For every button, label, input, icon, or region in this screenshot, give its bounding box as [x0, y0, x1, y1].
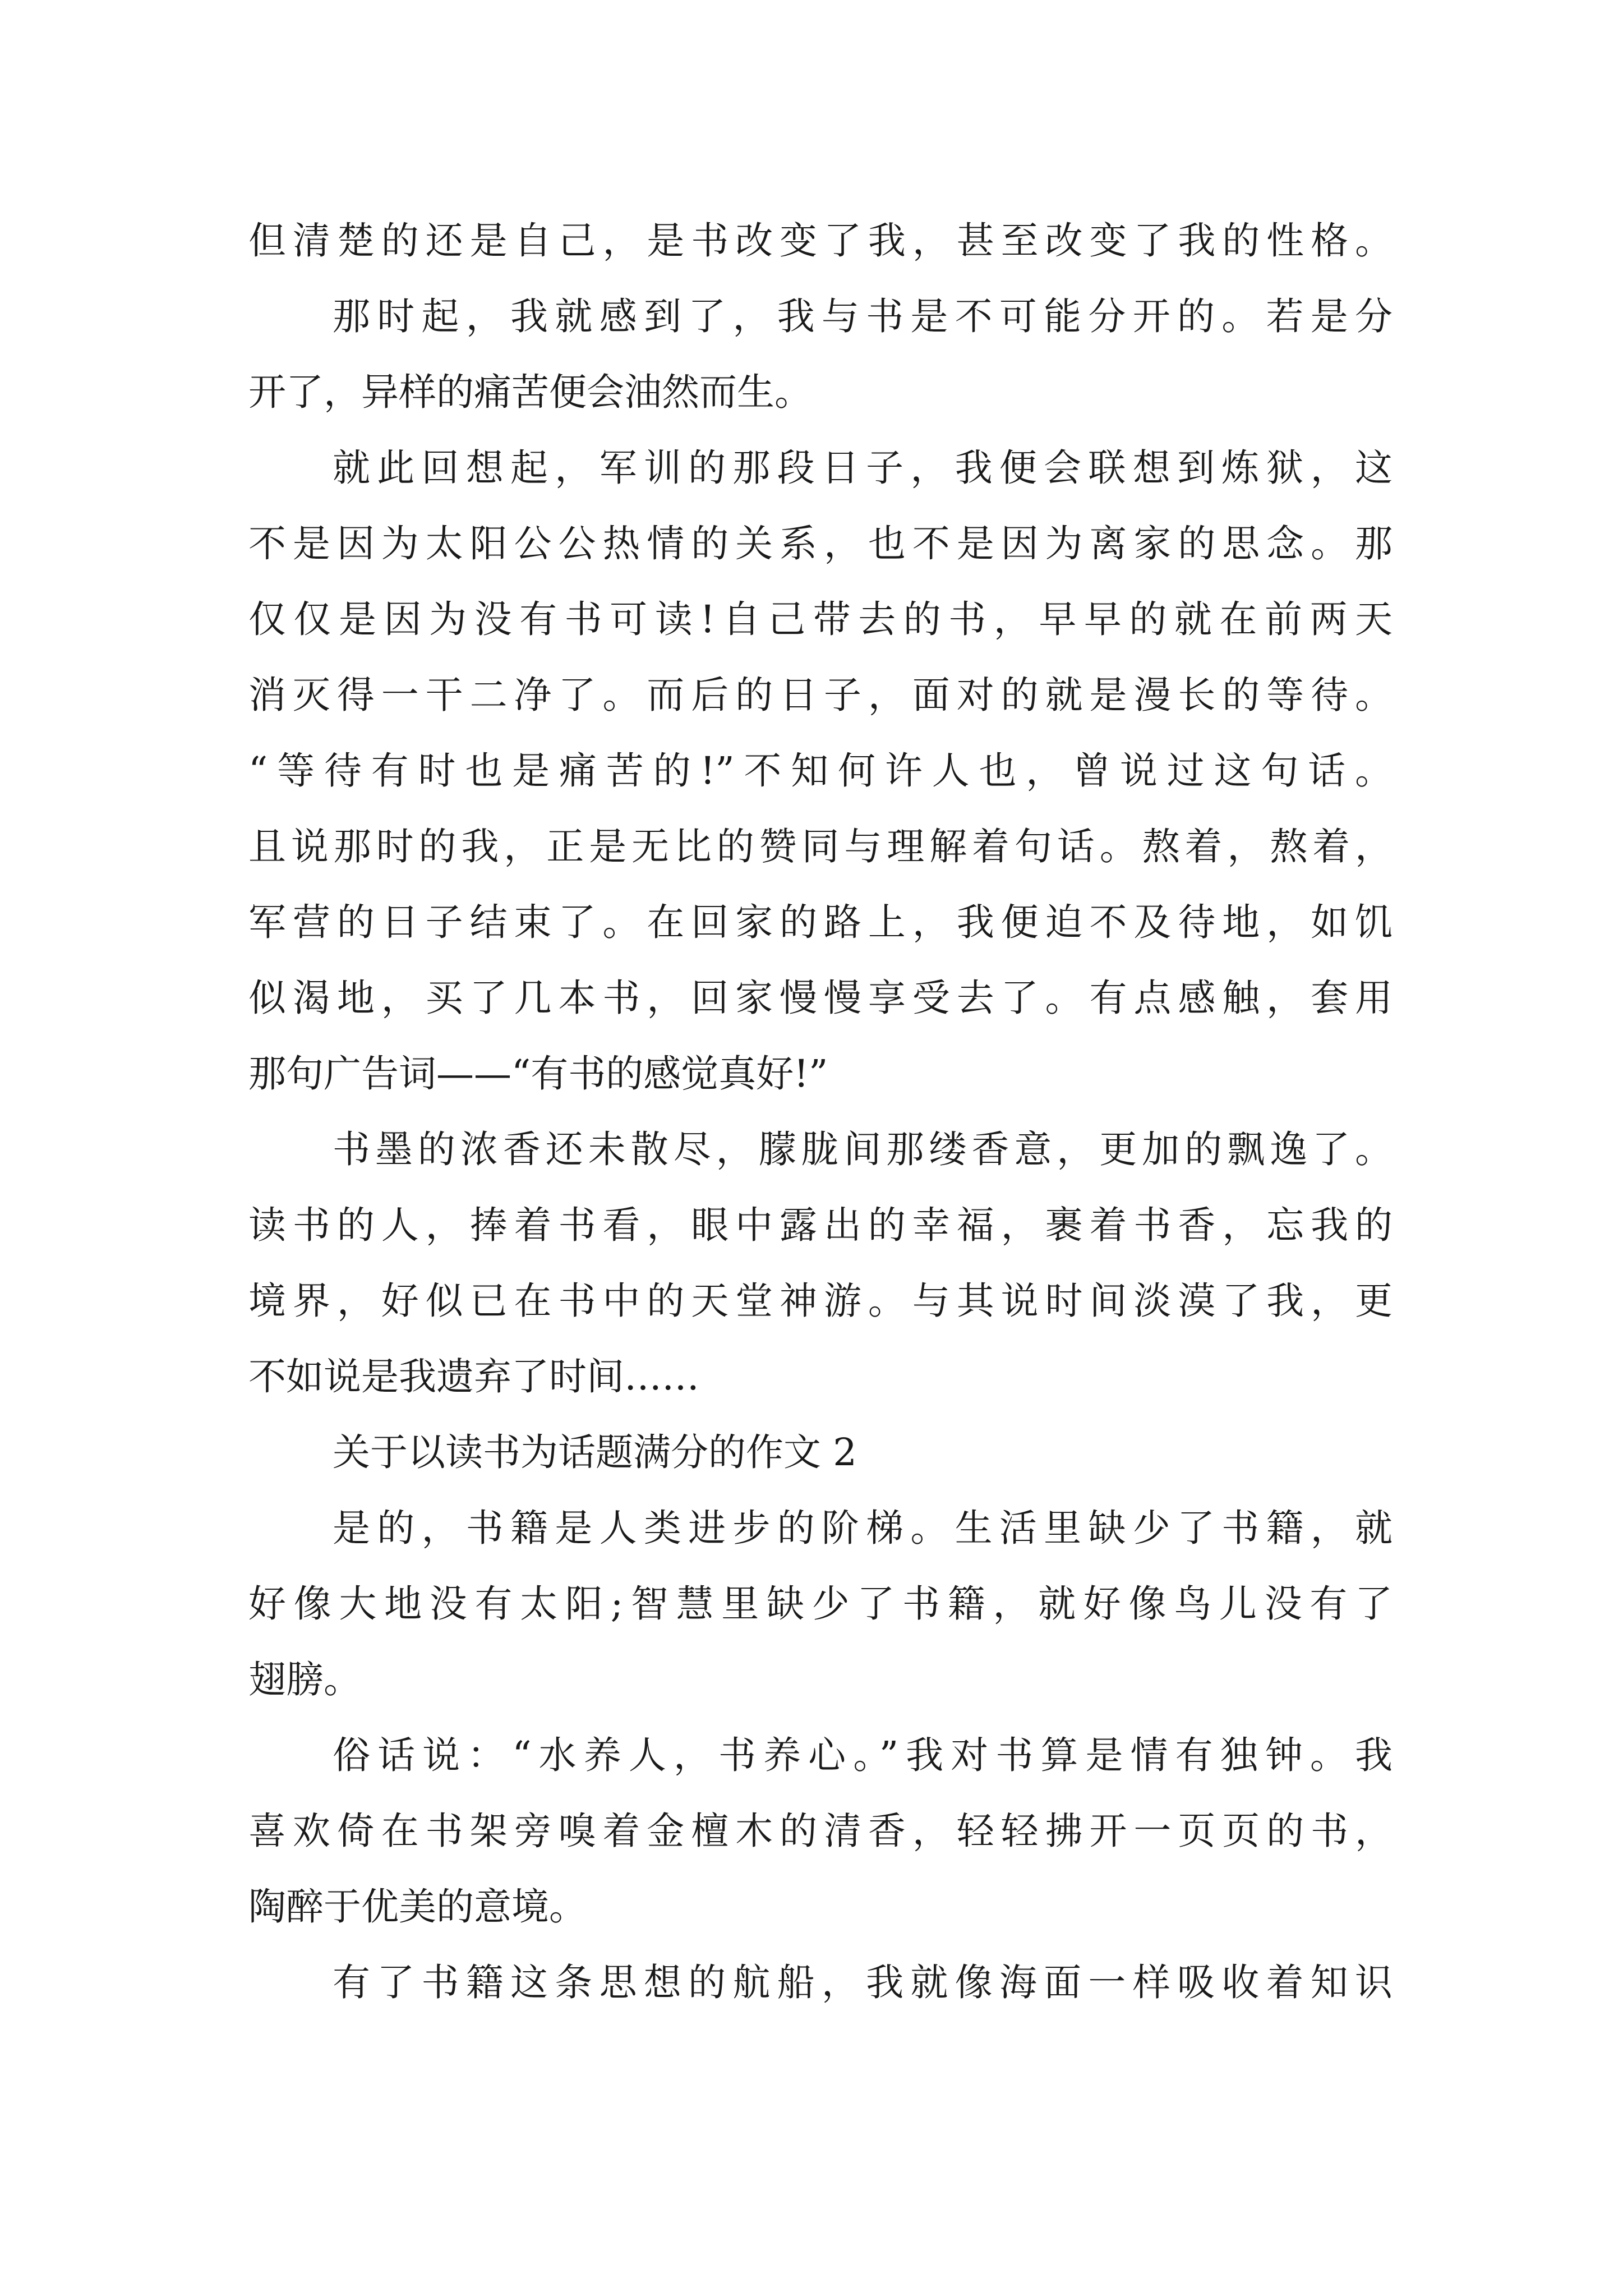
text-line: 喜欢倚在书架旁嗅着金檀木的清香，轻轻拂开一页页的书，	[248, 1809, 1393, 1853]
text-line: 好像大地没有太阳;智慧里缺少了书籍，就好像鸟儿没有了	[248, 1582, 1393, 1626]
paragraph-first-line: 有了书籍这条思想的航船，我就像海面一样吸收着知识	[333, 1961, 1393, 2004]
text-line: 军营的日子结束了。在回家的路上，我便迫不及待地，如饥	[248, 900, 1393, 944]
text-line: 仅仅是因为没有书可读!自己带去的书，早早的就在前两天	[248, 597, 1393, 641]
text-line: 不是因为太阳公公热情的关系，也不是因为离家的思念。那	[248, 522, 1393, 565]
text-line: 境界，好似已在书中的天堂神游。与其说时间淡漠了我，更	[248, 1279, 1393, 1323]
paragraph-first-line: 那时起，我就感到了，我与书是不可能分开的。若是分	[333, 295, 1393, 338]
paragraph-last-line: 不如说是我遗弃了时间……	[248, 1355, 699, 1398]
paragraph-first-line: 是的，书籍是人类进步的阶梯。生活里缺少了书籍，就	[333, 1506, 1393, 1550]
text-line: “等待有时也是痛苦的!”不知何许人也，曾说过这句话。	[248, 749, 1393, 793]
paragraph-first-line: 就此回想起，军训的那段日子，我便会联想到炼狱，这	[333, 446, 1393, 490]
paragraph-first-line: 书墨的浓香还未散尽，朦胧间那缕香意，更加的飘逸了。	[333, 1128, 1393, 1171]
paragraph-last-line: 陶醉于优美的意境。	[248, 1885, 587, 1929]
text-line: 且说那时的我，正是无比的赞同与理解着句话。熬着，熬着，	[248, 825, 1393, 868]
paragraph-first-line: 俗话说：“水养人，书养心。”我对书算是情有独钟。我	[333, 1733, 1393, 1777]
document-page	[248, 203, 1393, 2021]
text-line: 读书的人，捧着书看，眼中露出的幸福，裹着书香，忘我的	[248, 1203, 1393, 1247]
text-line: 似渴地，买了几本书，回家慢慢享受去了。有点感触，套用	[248, 976, 1393, 1020]
text-line: 但清楚的还是自己，是书改变了我，甚至改变了我的性格。	[248, 219, 1393, 263]
section-heading: 关于以读书为话题满分的作文 2	[333, 1430, 857, 1474]
paragraph-last-line: 翅膀。	[248, 1658, 361, 1701]
paragraph-last-line: 那句广告词——“有书的感觉真好!”	[248, 1052, 828, 1096]
paragraph-last-line: 开了，异样的痛苦便会油然而生。	[248, 370, 812, 414]
text-line: 消灭得一干二净了。而后的日子，面对的就是漫长的等待。	[248, 673, 1393, 717]
